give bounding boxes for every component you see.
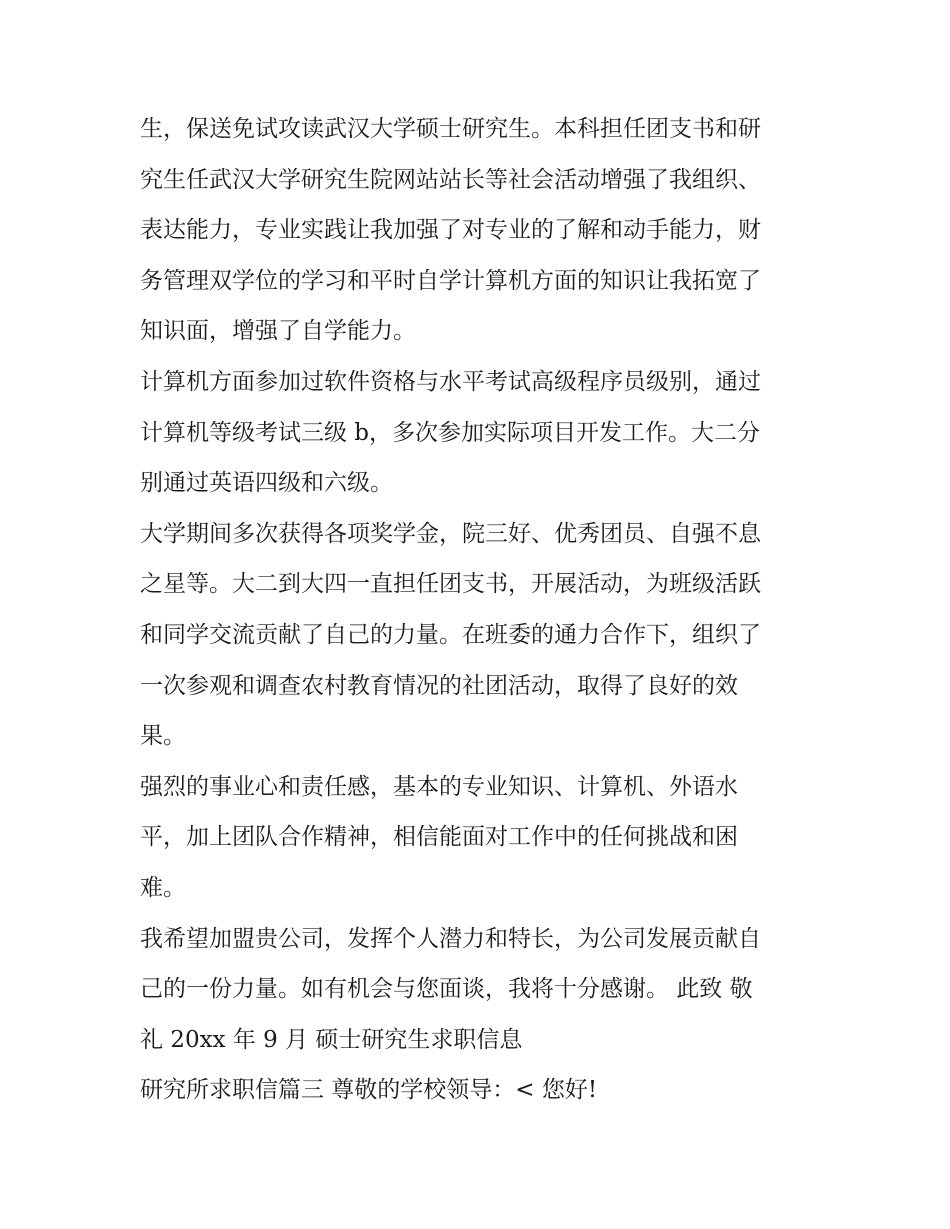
text-line: 表达能力，专业实践让我加强了对专业的了解和动手能力，财 — [140, 217, 761, 244]
text-line: 知识面，增强了自学能力。 — [140, 318, 416, 345]
text-line: 果。 — [140, 723, 186, 750]
text-line: 难。 — [140, 874, 186, 901]
text-line: 大学期间多次获得各项奖学金，院三好、优秀团员、自强不息 — [140, 520, 761, 547]
text-line: 研究所求职信篇三 尊敬的学校领导：< 您好! — [140, 1077, 598, 1104]
document-body — [140, 104, 820, 1116]
text-line: 礼 20xx 年 9 月 硕士研究生求职信息 — [140, 1026, 523, 1053]
text-line: 究生任武汉大学研究生院网站站长等社会活动增强了我组织、 — [140, 166, 761, 193]
text-line: 之星等。大二到大四一直担任团支书，开展活动，为班级活跃 — [140, 571, 761, 598]
text-line: 己的一份力量。如有机会与您面谈，我将十分感谢。 此致 敬 — [140, 976, 753, 1003]
text-line: 和同学交流贡献了自己的力量。在班委的通力合作下，组织了 — [140, 621, 761, 648]
text-line: 计算机方面参加过软件资格与水平考试高级程序员级别，通过 — [140, 368, 761, 395]
text-line: 我希望加盟贵公司，发挥个人潜力和特长，为公司发展贡献自 — [140, 925, 761, 952]
text-line: 强烈的事业心和责任感，基本的专业知识、计算机、外语水 — [140, 773, 738, 800]
text-line: 平，加上团队合作精神，相信能面对工作中的任何挑战和困 — [140, 824, 738, 851]
text-line: 生，保送免试攻读武汉大学硕士研究生。本科担任团支书和研 — [140, 116, 761, 142]
text-line: 别通过英语四级和六级。 — [140, 470, 393, 497]
text-line: 务管理双学位的学习和平时自学计算机方面的知识让我拓宽了 — [140, 267, 761, 294]
text-line: 计算机等级考试三级 b，多次参加实际项目开发工作。大二分 — [140, 419, 761, 446]
text-line: 一次参观和调查农村教育情况的社团活动，取得了良好的效 — [140, 672, 738, 699]
